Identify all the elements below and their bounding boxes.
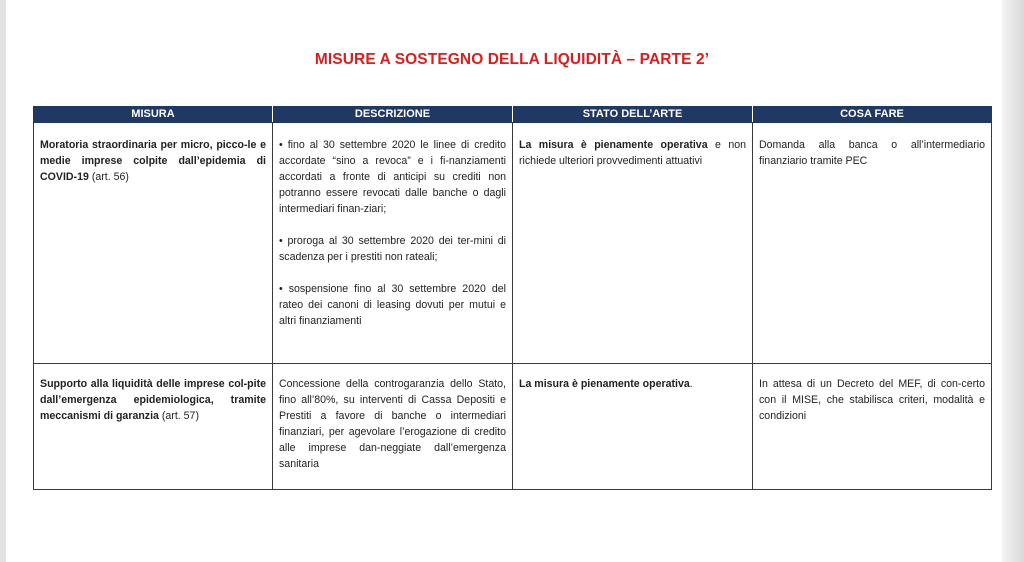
page-left-edge (0, 0, 6, 562)
misura-article: (art. 57) (158, 410, 199, 422)
table-row (34, 364, 992, 490)
descrizione-item: • fino al 30 settembre 2020 le linee di credito accordate “sino a revoca” e i fi-nanziamenti accordati a fronte di anticipi su crediti non potranno essere revocati dalle banche o dagli intermediari finan-ziari; (279, 139, 506, 215)
descrizione-item: • proroga al 30 settembre 2020 dei ter-mini di scadenza per i prestiti non rateali; (279, 235, 506, 263)
descrizione-item: Concessione della controgaranzia dello Stato, fino all’80%, su interventi di Cassa Depositi e Prestiti a favore di banche o intermediari finanziari, per agevolare l’erogazione di credito alle imprese dan-neggiate dall’emergenza sanitaria (279, 378, 506, 470)
header-stato-arte: STATO DELL’ARTE (513, 106, 753, 123)
measures-table (33, 106, 992, 490)
misura-name: Supporto alla liquidità delle imprese col-pite dall’emergenza epidemiologica, tramite meccanismi di garanzia (40, 378, 266, 422)
header-misura: MISURA (34, 106, 273, 123)
misura-name: Moratoria straordinaria per micro, picco-le e medie imprese colpite dall’epidemia di COVID-19 (40, 139, 266, 183)
cell-cosa-fare: Domanda alla banca o all’intermediario finanziario tramite PEC (753, 123, 992, 364)
stato-status: La misura è pienamente operativa (519, 139, 708, 151)
cell-stato-arte (513, 123, 753, 364)
cell-misura (34, 364, 273, 490)
cell-descrizione (273, 123, 513, 364)
table-row (34, 123, 992, 364)
header-cosa-fare: COSA FARE (753, 106, 992, 123)
cell-stato-arte (513, 364, 753, 490)
header-descrizione: DESCRIZIONE (273, 106, 513, 123)
stato-note: e non richiede ulteriori provvedimenti attuativi (519, 139, 746, 167)
cell-cosa-fare: In attesa di un Decreto del MEF, di con-certo con il MISE, che stabilisca criteri, modalità e condizioni (753, 364, 992, 490)
misura-article: (art. 56) (88, 171, 129, 183)
stato-note: . (689, 378, 693, 390)
document-title: MISURE A SOSTEGNO DELLA LIQUIDITÀ – PARTE 2’ (314, 51, 710, 68)
page-right-shadow (1002, 0, 1024, 562)
descrizione-item: • sospensione fino al 30 settembre 2020 del rateo dei canoni di leasing dovuti per mutui e altri finanziamenti (279, 283, 506, 327)
cell-misura (34, 123, 273, 364)
table-header-row (34, 106, 992, 123)
stato-status: La misura è pienamente operativa (519, 378, 690, 390)
cell-descrizione (273, 364, 513, 490)
